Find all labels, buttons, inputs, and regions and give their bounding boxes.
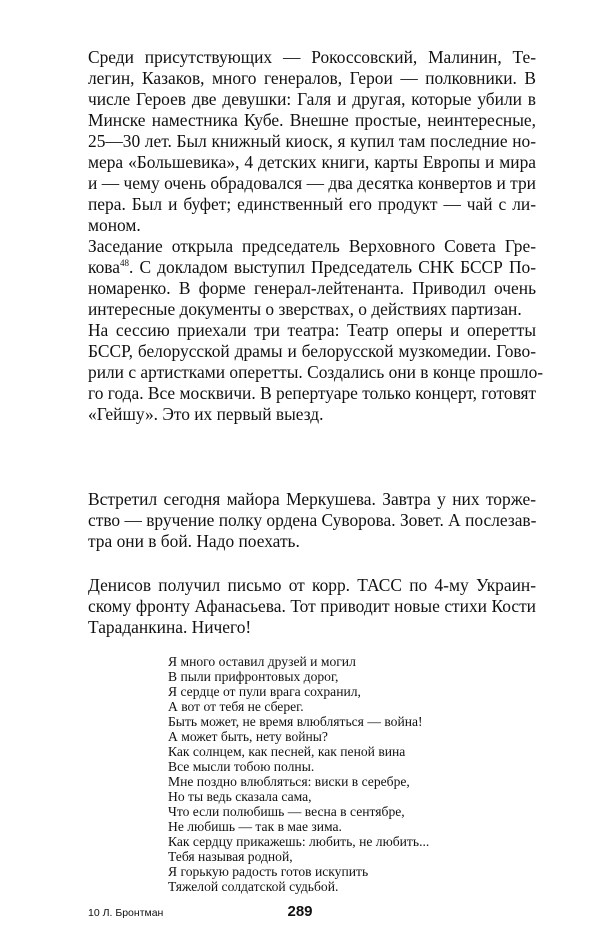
text-line: БССР, белорусской драмы и белорусской музкомедии. Гово- [88, 341, 536, 361]
poem-line: Быть может, не время влюбляться — война! [168, 714, 423, 729]
poem-line: Мне поздно влюбляться: виски в серебре, [168, 774, 410, 789]
text-line: и — чему очень обрадовался — два десятка конвертов и три [88, 173, 536, 193]
text-line: мера «Большевика», 4 детских книги, карты Европы и мира [88, 152, 536, 172]
text-line: «Гейшу». Это их первый выезд. [88, 404, 324, 424]
signature-mark: 10 Л. Бронтман [88, 907, 164, 919]
poem-line: Что если полюбишь — весна в сентябре, [168, 804, 405, 819]
poem-line: В пыли прифронтовых дорог, [168, 669, 339, 684]
text-line: Среди присутствующих — Рокоссовский, Малинин, Те- [88, 47, 536, 67]
text-line: Тараданкина. Ничего! [88, 617, 252, 637]
text-line: Денисов получил письмо от корр. ТАСС по 4-му Украин- [88, 575, 536, 595]
text-line: Встретил сегодня майора Меркушева. Завтра у них торже- [88, 489, 536, 509]
text-line: пера. Был и буфет; единственный его продукт — чай с ли- [88, 194, 536, 214]
poem-line: Тяжелой солдатской судьбой. [168, 879, 339, 894]
poem-line: Как солнцем, как песней, как пеной вина [168, 744, 406, 759]
poem-line: Но ты ведь сказала сама, [168, 789, 312, 804]
poem-line: Тебя называя родной, [168, 849, 293, 864]
poem-line: А может быть, нету войны? [168, 729, 328, 744]
poem-line: Все мысли тобою полны. [168, 759, 315, 774]
text-line: На сессию приехали три театра: Театр оперы и оперетты [88, 320, 536, 340]
text-line: Минске наместника Кубе. Внешне простые, неинтересные, [88, 110, 536, 130]
page-number: 289 [287, 903, 313, 920]
text-line: легин, Казаков, много генералов, Герои — полковники. В [88, 68, 536, 88]
text-line: ство — вручение полку ордена Суворова. Зовет. А послезав- [88, 510, 537, 530]
text-line: тра они в бой. Надо поехать. [88, 531, 300, 551]
text-line: моном. [88, 215, 141, 235]
poem-line: Не любишь — так в мае зима. [168, 819, 342, 834]
poem-line: Я много оставил друзей и могил [168, 654, 356, 669]
text-line: рили с артистками оперетты. Создались они в конце прошло- [88, 362, 544, 382]
poem-line: Как сердцу прикажешь: любить, не любить... [168, 834, 430, 849]
text-line: номаренко. В форме генерал-лейтенанта. Приводил очень [88, 278, 536, 298]
text-line: Заседание открыла председатель Верховного Совета Гре- [88, 236, 536, 256]
poem-line: А вот от тебя не сберег. [168, 699, 304, 714]
text-fragment: кова [88, 257, 120, 277]
text-line: 25—30 лет. Был книжный киоск, я купил там последние но- [88, 131, 536, 151]
footnote-ref[interactable]: 48 [119, 258, 129, 268]
text-line: скому фронту Афанасьева. Тот приводит новые стихи Кости [88, 596, 536, 616]
text-fragment: . С докладом выступил Председатель СНК БССР По- [128, 257, 536, 277]
text-line: числе Героев две девушки: Галя и другая, которые убили в [88, 89, 536, 109]
poem-line: Я сердце от пули врага сохранил, [168, 684, 361, 699]
poem-line: Я горькую радость готов искупить [168, 864, 369, 879]
text-line: интересные документы о зверствах, о действиях партизан. [88, 299, 522, 319]
text-line: го года. Все москвичи. В репертуаре только концерт, готовят [88, 383, 537, 403]
text-line [88, 257, 536, 278]
